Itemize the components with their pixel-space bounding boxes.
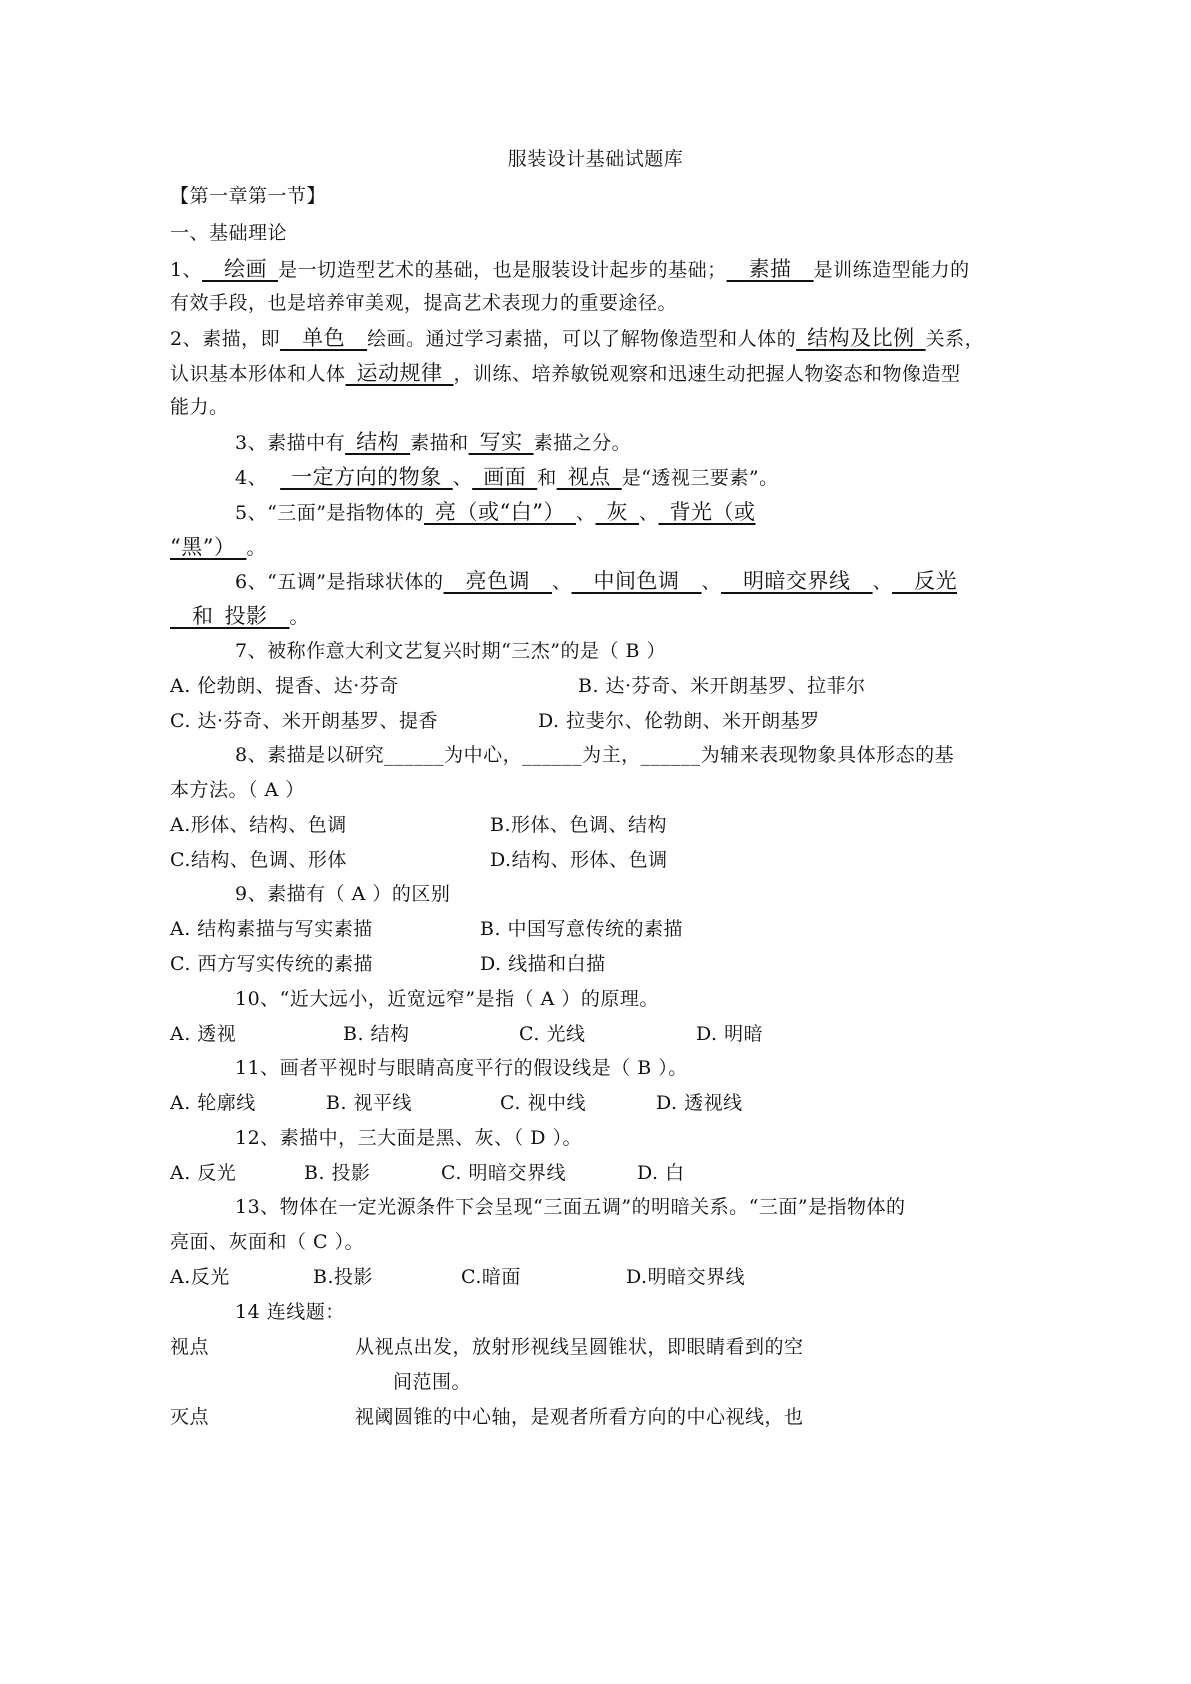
- match-definition-1-line-1: 从视点出发，放射形视线呈圆锥状，即眼睛看到的空: [355, 1336, 804, 1358]
- question-1-line-2: 有效手段，也是培养审美观，提高艺术表现力的重要途径。: [170, 292, 678, 314]
- question-2-line-3: 能力。: [170, 396, 229, 418]
- question-8-option-b: B.形体、色调、结构: [490, 814, 668, 836]
- match-definition-2-line-1: 视阈圆锥的中心轴，是观者所看方向的中心视线，也: [355, 1406, 804, 1428]
- answer-blank: _亮（或“白”）_: [424, 500, 576, 524]
- question-14-stem: 14 连线题：: [235, 1301, 345, 1323]
- question-8-stem: 8、素描是以研究______为中心，______为主，______为辅来表现物象具体形态的基: [235, 744, 955, 766]
- question-7-option-c: C. 达·芬奇、米开朗基罗、提香: [170, 710, 438, 732]
- question-2-line-2: 认识基本形体和人体_运动规律_，训练、培养敏锐观察和迅速生动把握人物姿态和物像造型: [170, 361, 961, 385]
- question-5-line-1: 5、“三面”是指物体的_亮（或“白”）_、_灰_、_背光（或: [235, 500, 756, 524]
- question-9-option-b: B. 中国写意传统的素描: [480, 918, 684, 940]
- answer-blank: __明暗交界线__: [721, 569, 873, 593]
- question-11-option-b: B. 视平线: [326, 1092, 413, 1114]
- match-definition-1-line-2: 间范围。: [393, 1371, 472, 1393]
- question-12-option-d: D. 白: [637, 1162, 685, 1184]
- question-7-option-b: B. 达·芬奇、米开朗基罗、拉菲尔: [578, 675, 866, 697]
- answer-blank: _灰_: [595, 500, 640, 524]
- question-13-option-c: C.暗面: [461, 1266, 521, 1288]
- question-11-stem: 11、画者平视时与眼睛高度平行的假设线是（ B ）。: [235, 1057, 688, 1079]
- question-13-stem: 13、物体在一定光源条件下会呈现“三面五调”的明暗关系。“三面”是指物体的: [235, 1196, 906, 1218]
- answer-blank: __反光: [892, 569, 958, 593]
- answer-blank: __亮色调__: [443, 569, 553, 593]
- answer-blank: _画面_: [472, 465, 538, 489]
- question-7-option-a: A. 伦勃朗、提香、达·芬奇: [170, 675, 399, 697]
- question-11-option-c: C. 视中线: [500, 1092, 586, 1114]
- answer-blank: _投影__: [213, 604, 290, 628]
- question-13-option-a: A.反光: [170, 1266, 230, 1288]
- question-10-option-d: D. 明暗: [696, 1023, 764, 1045]
- question-8-stem-2: 本方法。（ A ）: [170, 779, 305, 801]
- question-9-option-d: D. 线描和白描: [480, 953, 606, 975]
- question-13-stem-2: 亮面、灰面和（ C ）。: [170, 1231, 365, 1253]
- answer-blank: __素描__: [726, 257, 814, 281]
- part-heading: 一、基础理论: [170, 222, 288, 244]
- answer-blank: “黑”）_: [170, 535, 247, 559]
- answer-blank: __中间色调__: [571, 569, 702, 593]
- question-13-option-d: D.明暗交界线: [626, 1266, 746, 1288]
- question-10-option-a: A. 透视: [170, 1023, 237, 1045]
- question-13-option-b: B.投影: [313, 1266, 374, 1288]
- answer-blank: _写实_: [468, 430, 534, 454]
- page-title: 服装设计基础试题库: [507, 148, 684, 170]
- question-5-line-2: “黑”）_。: [170, 535, 266, 559]
- question-12-option-c: C. 明暗交界线: [441, 1162, 566, 1184]
- answer-blank: _一定方向的物象_: [280, 465, 453, 489]
- question-9-option-a: A. 结构素描与写实素描: [170, 918, 373, 940]
- question-12-stem: 12、素描中，三大面是黑、灰、（ D ）。: [235, 1127, 582, 1149]
- answer-blank: __绘画_: [202, 257, 279, 281]
- question-2-line-1: 2、素描，即__单色__绘画。通过学习素描，可以了解物像造型和人体的_结构及比例_关系，: [170, 326, 985, 350]
- answer-blank: _背光（或: [658, 500, 756, 524]
- question-9-stem: 9、素描有（ A ）的区别: [235, 883, 451, 905]
- question-12-option-a: A. 反光: [170, 1162, 237, 1184]
- question-11-option-a: A. 轮廓线: [170, 1092, 256, 1114]
- answer-blank: _视点_: [556, 465, 622, 489]
- answer-blank: _运动规律_: [345, 361, 454, 385]
- match-term-1: 视点: [170, 1336, 210, 1358]
- question-3: 3、素描中有_结构_素描和_写实_素描之分。: [235, 430, 632, 454]
- question-11-option-d: D. 透视线: [656, 1092, 743, 1114]
- question-8-option-c: C.结构、色调、形体: [170, 849, 347, 871]
- question-6-line-1: 6、“五调”是指球状体的__亮色调__、__中间色调__、__明暗交界线__、__反光: [235, 569, 958, 593]
- answer-blank: _结构及比例_: [796, 326, 926, 350]
- question-7-stem: 7、被称作意大利文艺复兴时期“三杰”的是（ B ）: [235, 640, 667, 662]
- question-6-line-2: __和_投影__。: [170, 604, 310, 628]
- section-heading: 【第一章第一节】: [170, 185, 327, 207]
- question-8-option-a: A.形体、结构、色调: [170, 814, 347, 836]
- question-12-option-b: B. 投影: [304, 1162, 371, 1184]
- question-10-option-c: C. 光线: [519, 1023, 586, 1045]
- answer-blank: _结构_: [345, 430, 411, 454]
- question-1-line-1: 1、__绘画_是一切造型艺术的基础，也是服装设计起步的基础；__素描__是训练造型能力的: [170, 257, 970, 281]
- question-10-stem: 10、“近大远小，近宽远窄”是指（ A ）的原理。: [235, 988, 659, 1010]
- question-10-option-b: B. 结构: [343, 1023, 410, 1045]
- question-9-option-c: C. 西方写实传统的素描: [170, 953, 373, 975]
- answer-blank: __单色__: [280, 326, 368, 350]
- question-8-option-d: D.结构、形体、色调: [490, 849, 668, 871]
- match-term-2: 灭点: [170, 1406, 210, 1428]
- question-4: 4、 _一定方向的物象_、_画面_和_视点_是“透视三要素”。: [235, 465, 779, 489]
- question-7-option-d: D. 拉斐尔、伦勃朗、米开朗基罗: [538, 710, 820, 732]
